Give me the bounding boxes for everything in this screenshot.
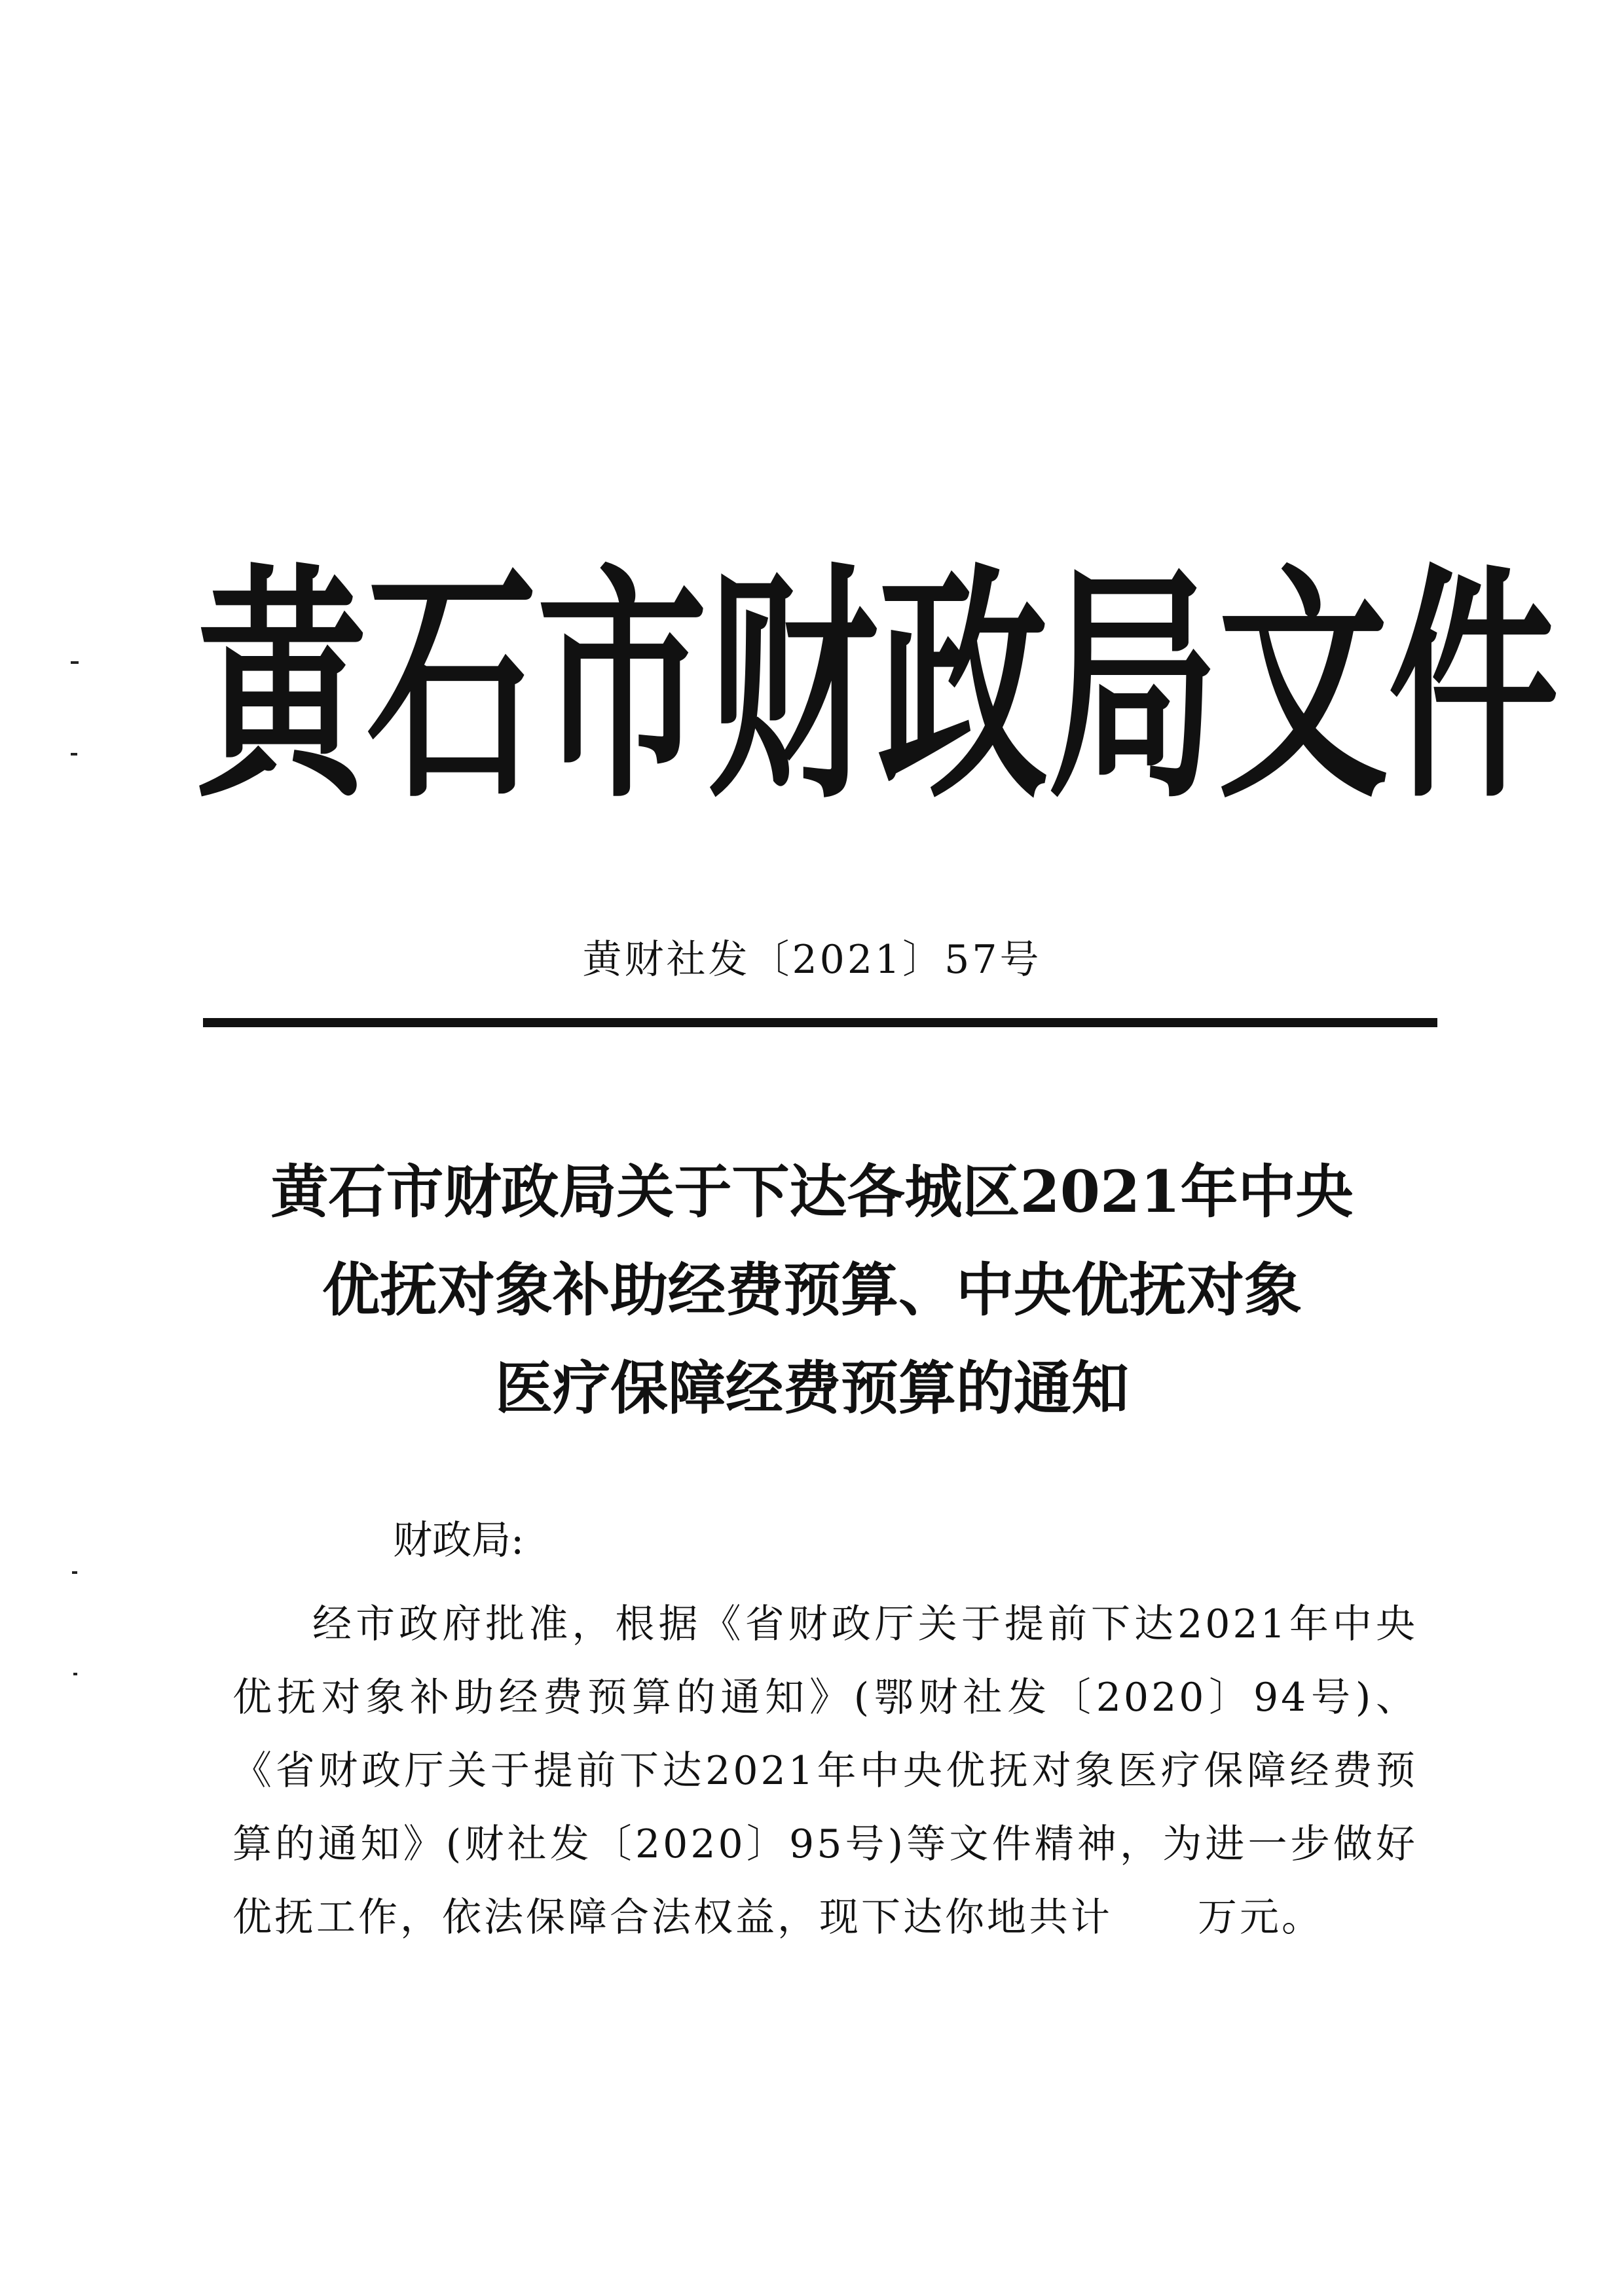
masthead-char: 黄 — [196, 542, 367, 832]
body-text: 经市政府批准，根据《省财政厅关于提前下达2021年中央优抚对象补助经费预算的通知》(鄂财社发〔2020〕94号)、《省财政厅关于提前下达2021年中央优抚对象医疗保障经费预算的通知》(财社发〔2020〕95号)等文件精神，为进一步做好优抚工作，依法保障合法权益，现下达你地共计 — [232, 1601, 1418, 1941]
title-line: 优抚对象补助经费预算、中央优抚对象 — [322, 1256, 1302, 1324]
scan-mark — [71, 661, 79, 664]
masthead-char: 石 — [367, 542, 537, 832]
masthead-char: 文 — [1218, 542, 1388, 832]
masthead-char: 件 — [1388, 542, 1559, 832]
masthead-char: 政 — [877, 542, 1048, 832]
masthead-char: 市 — [537, 542, 707, 832]
masthead — [196, 542, 1559, 832]
body-text-end: 万元。 — [1198, 1895, 1323, 1941]
document-number: 黄财社发〔2021〕57号 — [582, 937, 1042, 983]
body-paragraph — [232, 1588, 1418, 1954]
masthead-char: 局 — [1048, 542, 1218, 832]
header-rule — [203, 1018, 1437, 1027]
scan-mark — [72, 1571, 77, 1574]
scan-mark — [71, 753, 77, 756]
title-line: 黄石市财政局关于下达各城区2021年中央 — [270, 1157, 1354, 1226]
salutation: 财政局: — [393, 1518, 525, 1563]
document-title — [131, 1142, 1493, 1437]
title-line: 医疗保障经费预算的通知 — [494, 1354, 1129, 1422]
masthead-char: 财 — [707, 542, 877, 832]
scan-mark — [73, 1673, 77, 1675]
